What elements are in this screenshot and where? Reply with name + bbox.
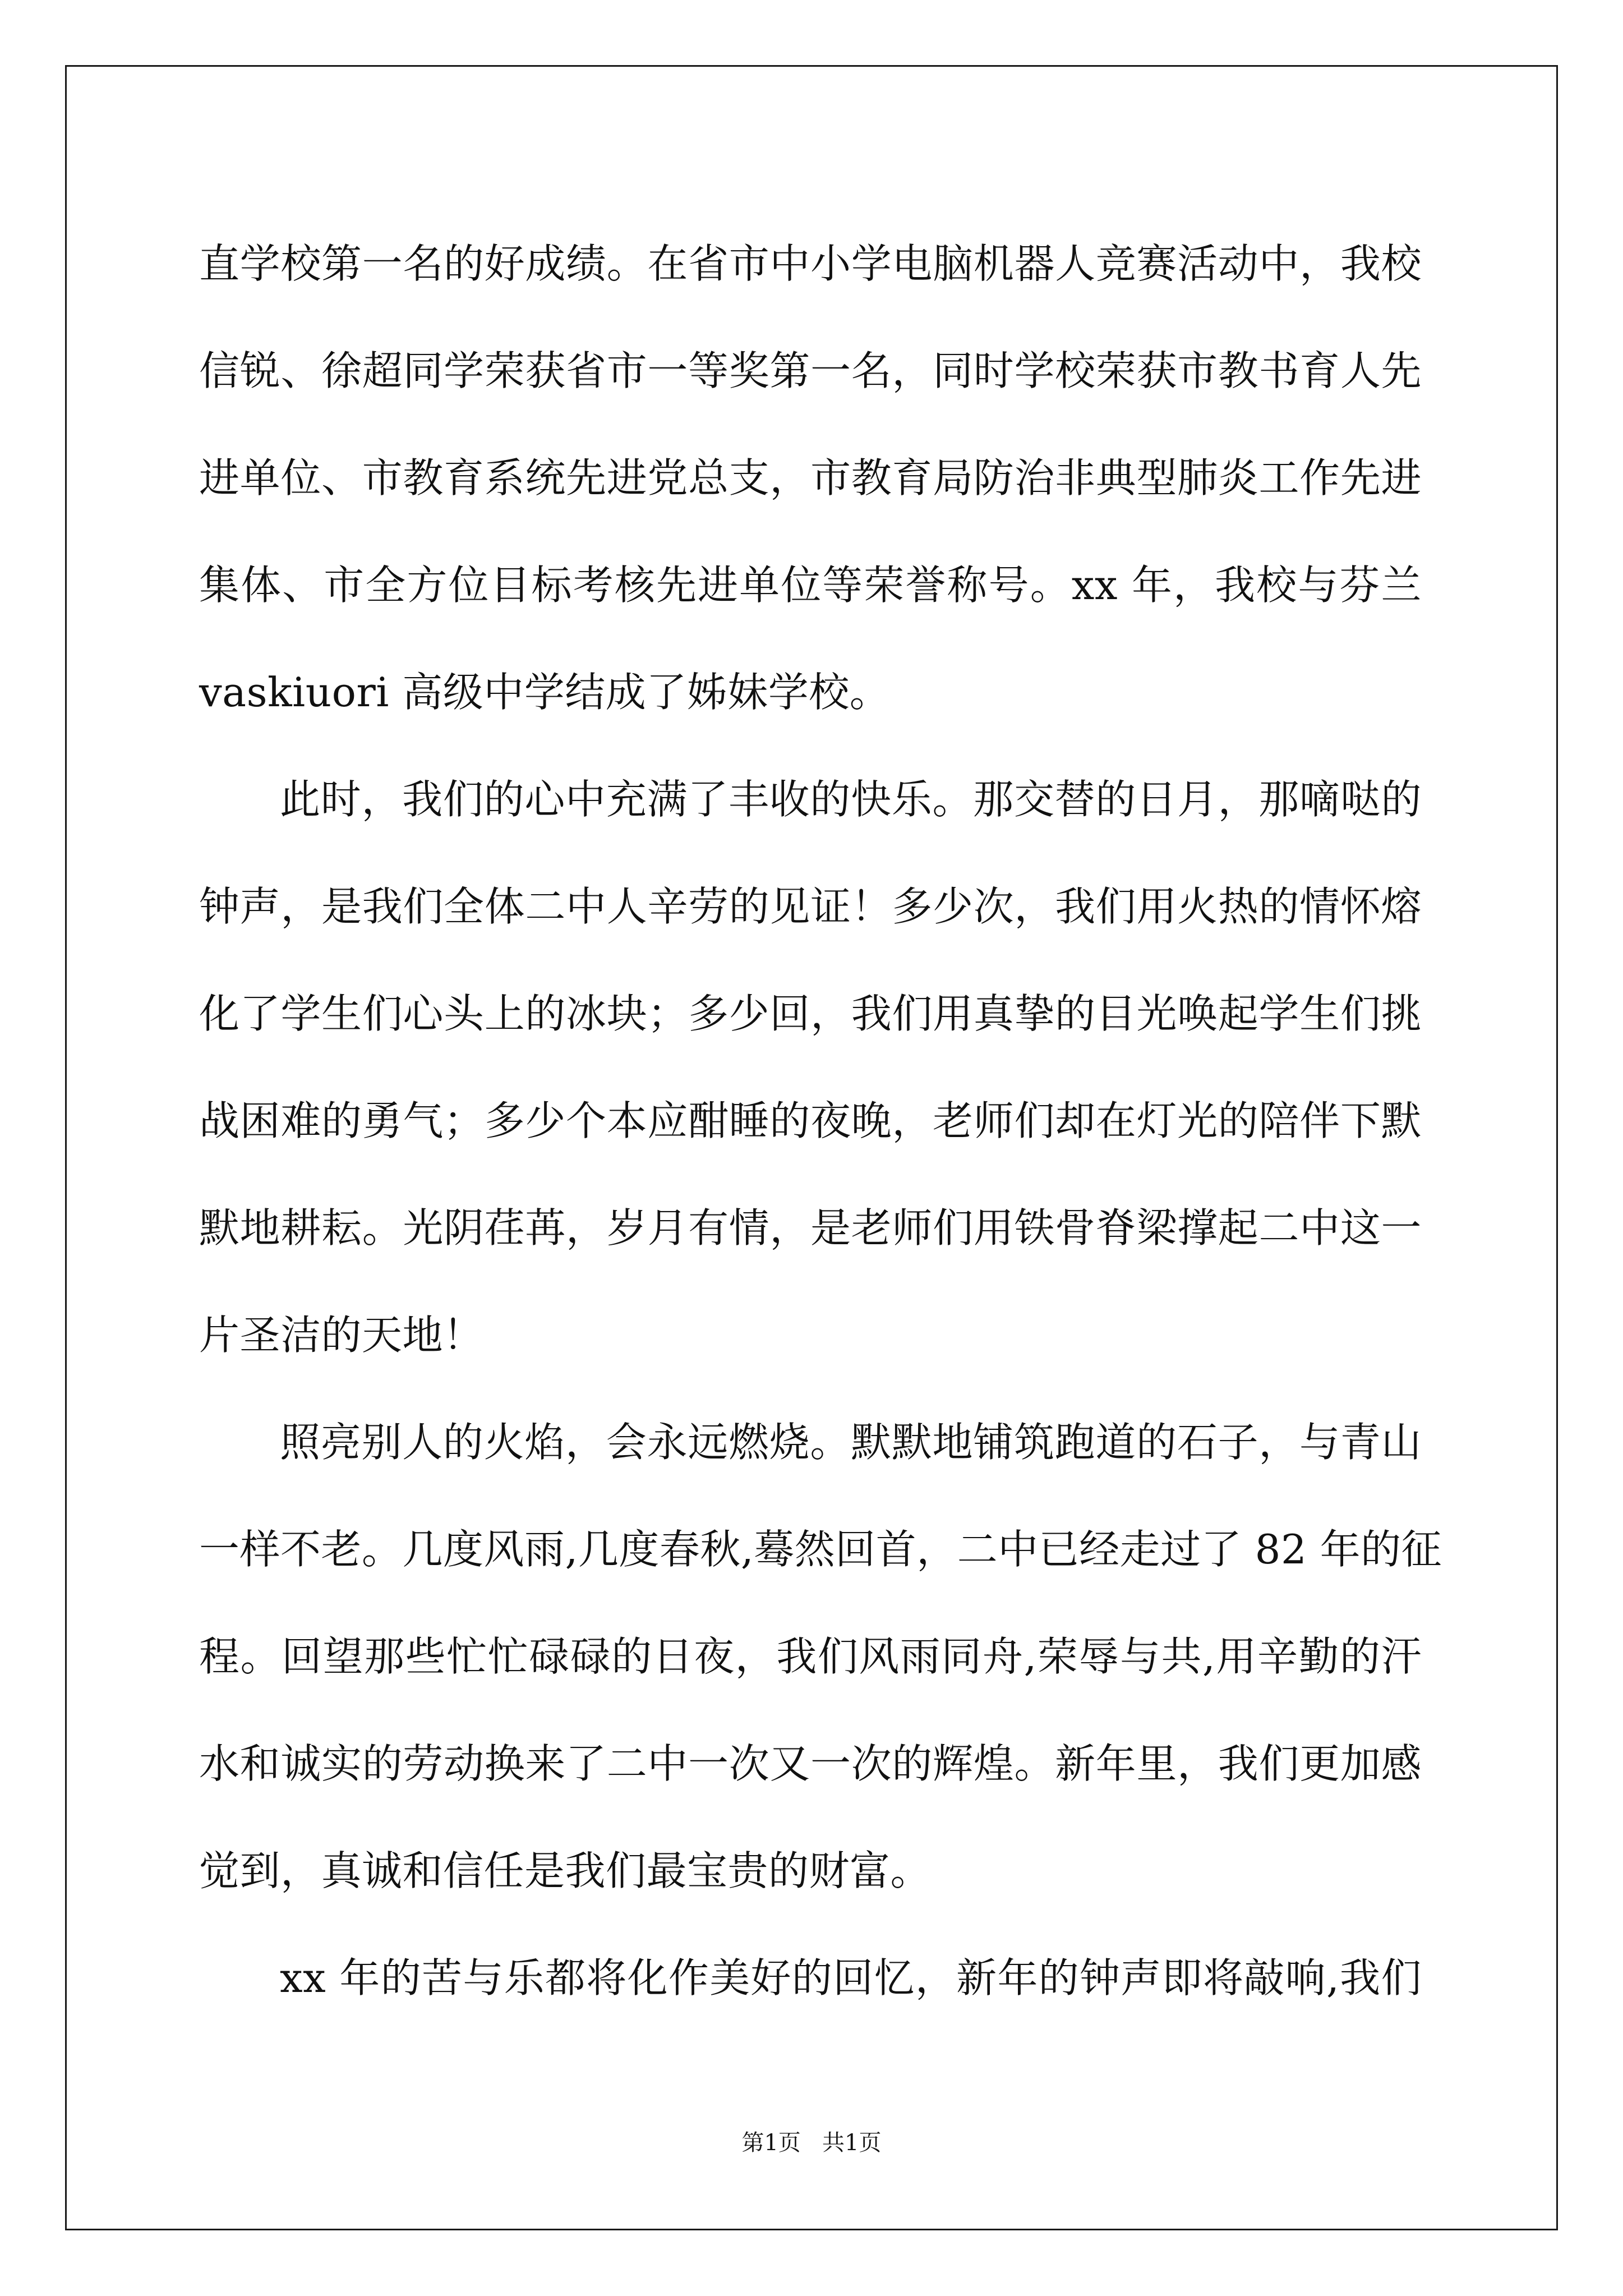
text-line: 一样不老。几度风雨,几度春秋,蓦然回首，二中已经走过了 82 年的征	[199, 1526, 1442, 1573]
paragraph-end-line: vaskiuori 高级中学结成了姊妹学校。	[199, 669, 891, 716]
paragraph-end-line: 片圣洁的天地！	[199, 1312, 484, 1359]
text-line: 水和诚实的劳动换来了二中一次又一次的辉煌。新年里，我们更加感	[199, 1740, 1422, 1787]
text-line: 程。回望那些忙忙碌碌的日夜，我们风雨同舟,荣辱与共,用辛勤的汗	[199, 1633, 1422, 1680]
text-line: 信锐、徐超同学荣获省市一等奖第一名，同时学校荣获市教书育人先	[199, 347, 1422, 394]
paragraph-end-line: 觉到，真诚和信任是我们最宝贵的财富。	[199, 1847, 932, 1894]
text-line: 默地耕耘。光阴荏苒，岁月有情，是老师们用铁骨脊梁撑起二中这一	[199, 1204, 1422, 1251]
page-number-footer: 第1页 共1页	[741, 2130, 882, 2156]
text-line: 集体、市全方位目标考核先进单位等荣誉称号。xx 年，我校与芬兰	[199, 562, 1422, 609]
paragraph-first-line: 照亮别人的火焰，会永远燃烧。默默地铺筑跑道的石子，与青山	[280, 1419, 1422, 1466]
text-line: 进单位、市教育系统先进党总支，市教育局防治非典型肺炎工作先进	[199, 454, 1422, 501]
paragraph-first-line: 此时，我们的心中充满了丰收的快乐。那交替的日月，那嘀哒的	[280, 776, 1422, 823]
text-line: 钟声，是我们全体二中人辛劳的见证！多少次，我们用火热的情怀熔	[199, 883, 1422, 930]
paragraph-first-line: xx 年的苦与乐都将化作美好的回忆，新年的钟声即将敲响,我们	[280, 1954, 1422, 2001]
text-line: 化了学生们心头上的冰块；多少回，我们用真挚的目光唤起学生们挑	[199, 990, 1422, 1037]
text-line: 直学校第一名的好成绩。在省市中小学电脑机器人竞赛活动中，我校	[199, 240, 1422, 287]
text-line: 战困难的勇气；多少个本应酣睡的夜晚，老师们却在灯光的陪伴下默	[199, 1097, 1422, 1144]
document-body	[199, 210, 1442, 2032]
